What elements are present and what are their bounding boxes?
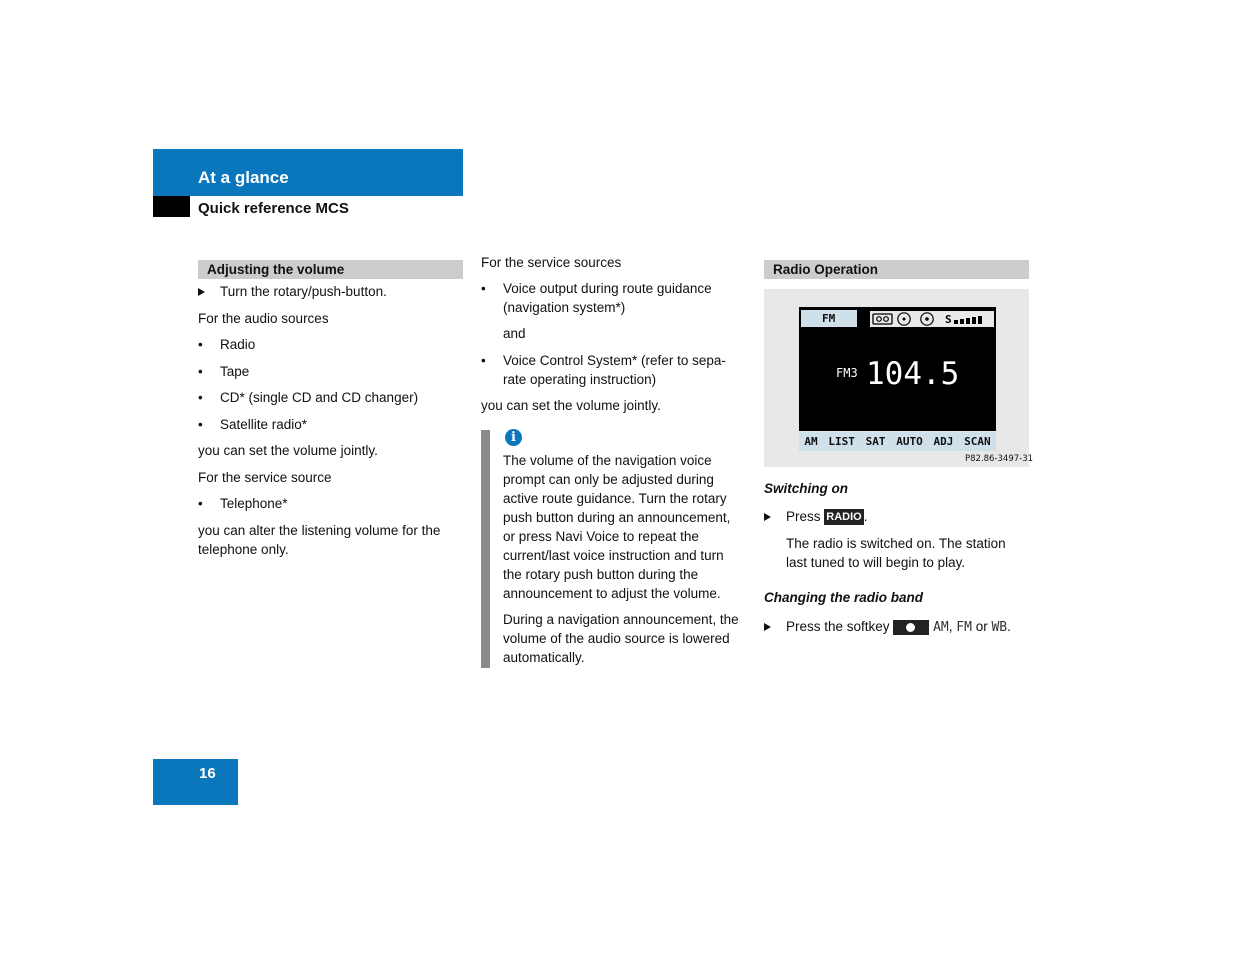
service-sources-intro: For the service sources [481, 255, 622, 270]
list-item-text: Satellite radio* [220, 417, 308, 432]
audio-outro: you can set the volume jointly. [198, 443, 378, 458]
bullet-icon: • [198, 496, 203, 511]
info-note [503, 451, 739, 667]
info-line: automatically. [503, 650, 585, 665]
info-line: announcement to adjust the volume. [503, 586, 721, 601]
list-item-text: Telephone* [220, 496, 288, 511]
bullet-icon: • [198, 364, 203, 379]
list-item-text: Radio [220, 337, 256, 352]
step-arrow-icon [198, 288, 205, 296]
list-item-text: (navigation system*) [503, 300, 626, 315]
punctuation: . [1007, 619, 1011, 634]
section-title: Quick reference MCS [198, 200, 349, 217]
radio-preset-band: FM3 [836, 366, 858, 380]
band-heading: Changing the radio band [764, 590, 923, 605]
step-arrow-icon [764, 513, 771, 521]
softkey-scan[interactable]: SCAN [964, 435, 991, 448]
list-item-text: Voice output during route guidance [503, 281, 712, 296]
page-number: 16 [199, 765, 216, 782]
radio-key[interactable]: RADIO [826, 511, 862, 524]
band-fm: FM [956, 620, 972, 635]
softkey-button-icon[interactable] [893, 620, 929, 635]
info-line: current/last voice instruction and turn [503, 548, 724, 563]
bullet-icon: • [481, 281, 486, 296]
list-item-text: rate operating instruction) [503, 372, 657, 387]
info-line: the rotary push button during the [503, 567, 699, 582]
softkey-auto[interactable]: AUTO [896, 435, 923, 448]
softkey-am[interactable]: AM [804, 435, 818, 448]
list-item-text: Voice Control System* (refer to sepa- [503, 353, 726, 368]
press-label: Press [786, 509, 821, 524]
signal-label: S [945, 313, 952, 326]
instruction-step [198, 282, 463, 301]
section-marker [153, 196, 190, 217]
chapter-title: At a glance [198, 168, 289, 187]
service-outro-line1: you can alter the listening volume for the [198, 523, 441, 538]
band-am: AM [933, 620, 949, 635]
info-sidebar [481, 430, 490, 668]
info-line: push button during an announcement, [503, 510, 731, 525]
step-arrow-icon [764, 623, 771, 631]
page-number-box [153, 759, 238, 805]
info-line: active route guidance. Turn the rotary [503, 491, 727, 506]
radio-source-icons [870, 311, 994, 327]
band-wb: WB [991, 620, 1008, 635]
image-code: P82.86-3497-31 [965, 454, 1034, 464]
list-item-text: Tape [220, 364, 250, 379]
bullet-icon: • [481, 353, 486, 368]
instruction-step [764, 617, 1011, 636]
or-text: or [975, 619, 988, 634]
tape-icon [873, 314, 892, 324]
service-outro: you can set the volume jointly. [481, 398, 661, 413]
punctuation: . [863, 509, 868, 524]
radio-band-tab: FM [801, 310, 857, 327]
bullet-icon: • [198, 417, 203, 432]
info-line: or press Navi Voice to repeat the [503, 529, 699, 544]
service-intro: For the service source [198, 470, 332, 485]
punctuation: , [948, 619, 953, 634]
radio-status-bar [870, 311, 994, 327]
and-text: and [503, 326, 526, 341]
softkey-adj[interactable]: ADJ [933, 435, 954, 448]
instruction-step [764, 507, 868, 526]
info-line: During a navigation announcement, the [503, 612, 739, 627]
softkey-label: Press the softkey [786, 619, 890, 634]
radio-frequency: 104.5 [866, 356, 960, 392]
bullet-icon: • [198, 390, 203, 405]
info-icon: i [505, 429, 522, 446]
info-line: prompt can only be adjusted during [503, 472, 714, 487]
step-text: Turn the rotary/push-button. [220, 284, 387, 299]
radio-softkey-bar [799, 432, 996, 451]
audio-intro: For the audio sources [198, 311, 329, 326]
list-item-text: CD* (single CD and CD changer) [220, 390, 419, 405]
bullet-icon: • [198, 337, 203, 352]
result-line: The radio is switched on. The station [786, 536, 1006, 551]
softkey-sat[interactable]: SAT [865, 435, 886, 448]
info-line: volume of the audio source is lowered [503, 631, 730, 646]
info-line: The volume of the navigation voice [503, 453, 712, 468]
switching-result [786, 534, 1006, 572]
softkey-list[interactable]: LIST [828, 435, 855, 448]
section-heading-volume: Adjusting the volume [198, 260, 463, 279]
result-line: last tuned to will begin to play. [786, 555, 966, 570]
service-outro-line2: telephone only. [198, 542, 289, 557]
section-heading-radio: Radio Operation [764, 260, 1029, 279]
switching-on-heading: Switching on [764, 481, 848, 496]
